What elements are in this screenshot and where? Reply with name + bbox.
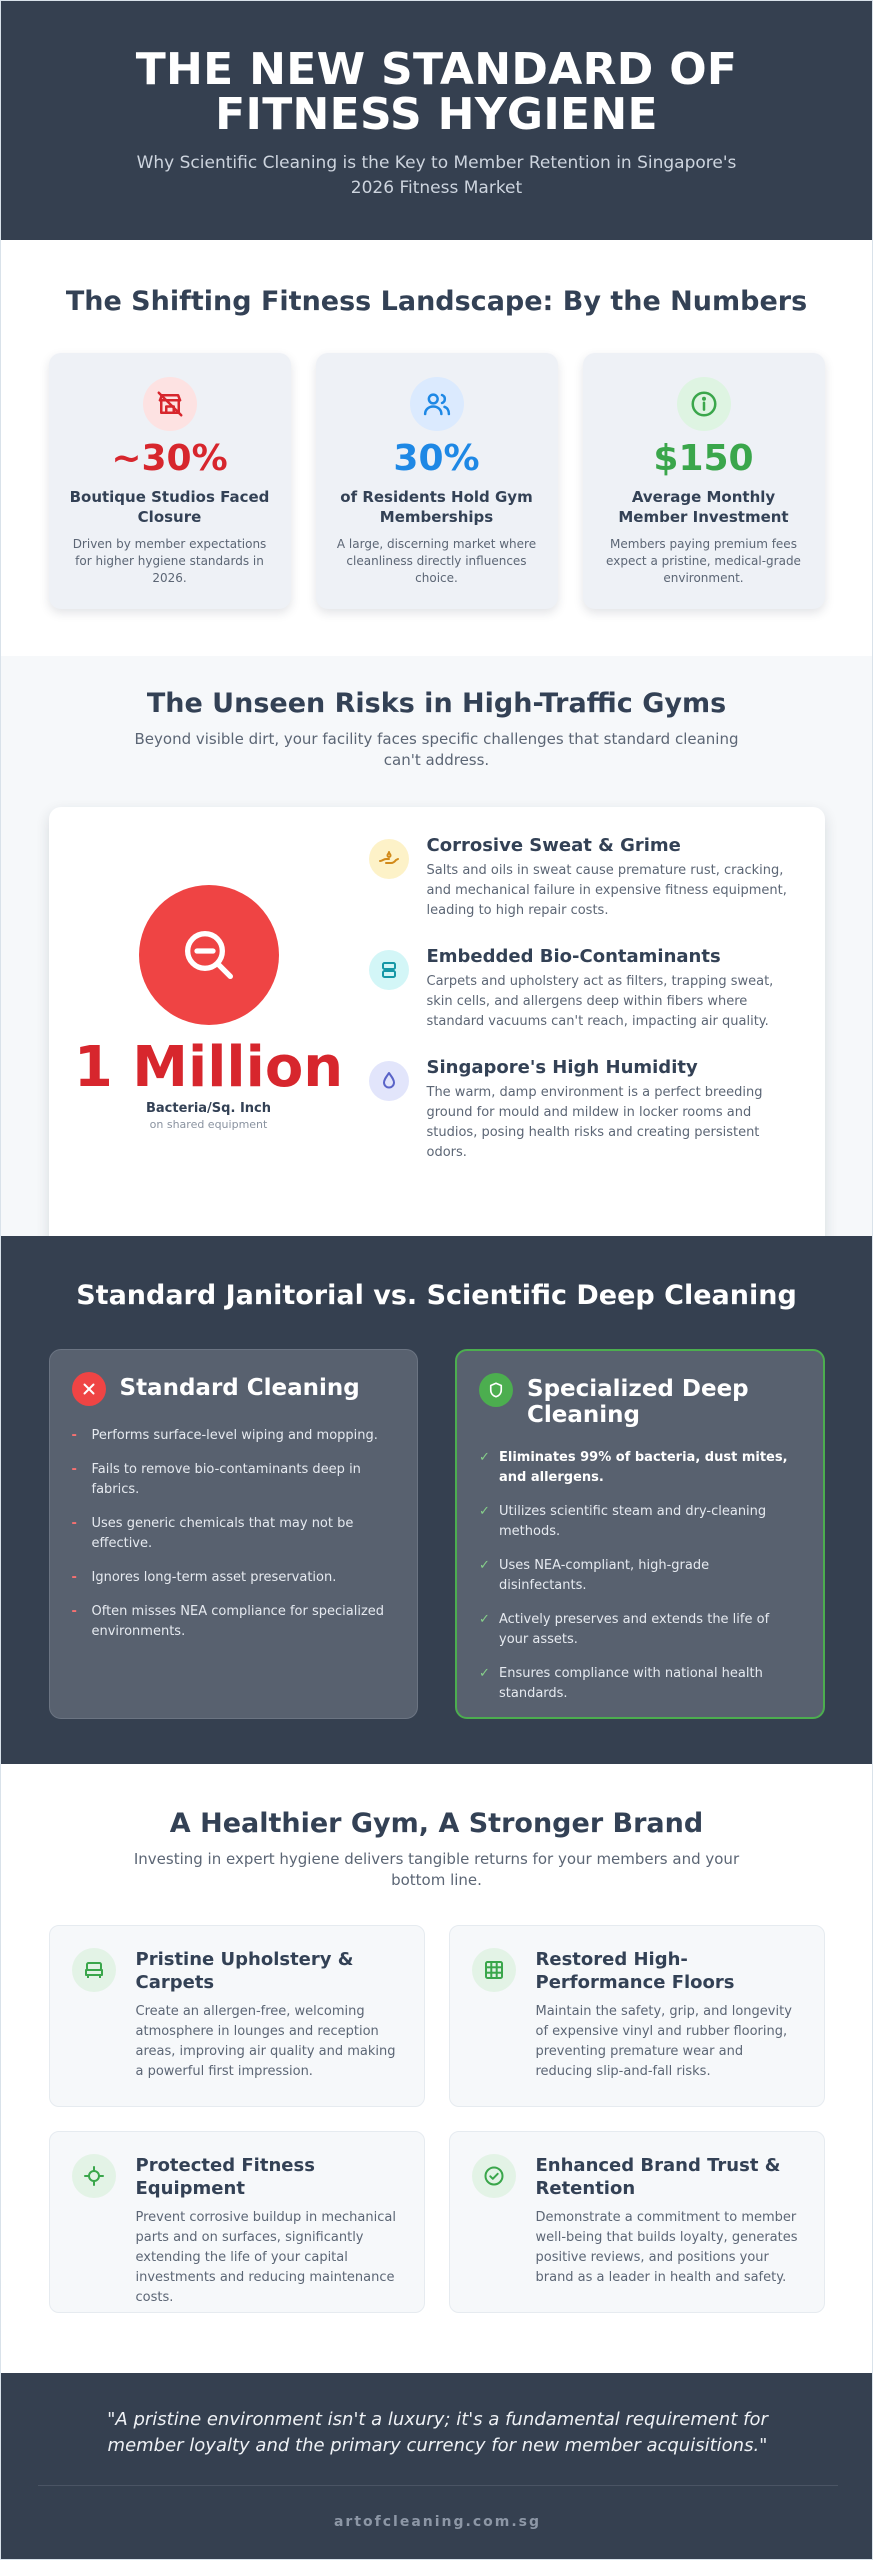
shield-icon [479, 1373, 513, 1407]
check-circle-icon [472, 2154, 516, 2198]
couch-icon [72, 1948, 116, 1992]
deep-cleaning-list [479, 1448, 801, 1704]
benefits-grid [49, 1925, 825, 2313]
list-item [72, 1602, 396, 1642]
benefit-title: Protected Fitness Equipment [135, 2155, 315, 2199]
dumbbell-icon [72, 2154, 116, 2198]
droplet-icon [369, 1061, 409, 1101]
bacteria-unit: Bacteria/Sq. Inch [146, 1101, 271, 1116]
stat-card [49, 353, 291, 609]
check-marker: ✓ [479, 1504, 490, 1519]
landscape-title: The Shifting Fitness Landscape: By the Numbers [65, 286, 808, 317]
stat-value: ~30% [111, 438, 228, 479]
benefit-title: Pristine Upholstery & Carpets [135, 1949, 354, 1993]
stat-description: Driven by member expectations for higher hygiene standards in 2026. [72, 537, 267, 585]
minus-marker: - [71, 1570, 77, 1585]
risk-item [369, 946, 809, 1057]
benefit-card [449, 2131, 825, 2313]
list-item [479, 1502, 801, 1542]
list-item-text: Often misses NEA compliance for specialized environments. [91, 1604, 385, 1639]
list-item [479, 1556, 801, 1596]
store-closed-icon [143, 377, 197, 431]
benefits-section [1, 1764, 872, 2373]
benefit-description: Demonstrate a commitment to member well-being that builds loyalty, generates positive reviews, and positions your brand as a leader in health and safety. [535, 2210, 798, 2285]
stat-description: Members paying premium fees expect a pristine, medical-grade environment. [606, 537, 801, 585]
benefit-card [449, 1925, 825, 2107]
users-icon [410, 377, 464, 431]
standard-cleaning-list [72, 1426, 396, 1642]
risk-description: The warm, damp environment is a perfect breeding ground for mould and mildew in locker rooms and studios, posing health risks and creating persistent odors. [426, 1085, 763, 1160]
info-icon [677, 377, 731, 431]
risk-title: Embedded Bio-Contaminants [426, 946, 721, 967]
list-item [479, 1448, 801, 1488]
benefit-description: Maintain the safety, grip, and longevity of expensive vinyl and rubber flooring, preventing premature wear and reducing slip-and-fall risks. [535, 2004, 792, 2079]
risk-description: Carpets and upholstery act as filters, trapping sweat, skin cells, and allergens deep within fibers where standard vacuums can't reach, impacting air quality. [426, 974, 774, 1029]
list-item-text: Fails to remove bio-contaminants deep in fabrics. [91, 1462, 361, 1497]
list-item-text: Performs surface-level wiping and mopping. [91, 1428, 378, 1443]
stat-label: Boutique Studios Faced Closure [69, 488, 270, 526]
bacteria-count: 1 Million [73, 1035, 344, 1100]
deep-cleaning-card [455, 1349, 825, 1719]
list-item-text: Eliminates 99% of bacteria, dust mites, and allergens. [499, 1450, 788, 1485]
zoom-out-icon [139, 885, 279, 1025]
stat-card [583, 353, 825, 609]
benefit-title: Enhanced Brand Trust & Retention [535, 2155, 781, 2199]
check-marker: ✓ [479, 1666, 490, 1681]
comparison-section [1, 1236, 872, 1764]
minus-marker: - [71, 1462, 77, 1477]
list-item [479, 1610, 801, 1650]
grid-icon [472, 1948, 516, 1992]
stat-value: 30% [393, 438, 480, 479]
footer [1, 2373, 873, 2560]
risk-list [369, 807, 809, 1252]
hero-banner [1, 1, 872, 240]
x-icon [72, 1372, 106, 1406]
standard-cleaning-card [49, 1349, 419, 1719]
footer-divider [38, 2485, 838, 2486]
benefit-description: Create an allergen-free, welcoming atmosphere in lounges and reception areas, improving air quality and making a powerful first impression. [135, 2004, 396, 2079]
benefits-subtitle: Investing in expert hygiene delivers tangible returns for your members and your bottom line. [133, 1850, 740, 1889]
stats-row [49, 353, 825, 609]
check-marker: ✓ [479, 1612, 490, 1627]
page-title: THE NEW STANDARD OF FITNESS HYGIENE [135, 44, 738, 140]
list-item-text: Utilizes scientific steam and dry-cleaning methods. [499, 1504, 767, 1539]
stat-card [316, 353, 558, 609]
list-item-text: Ignores long-term asset preservation. [91, 1570, 337, 1585]
list-item [72, 1460, 396, 1500]
list-item-text: Ensures compliance with national health standards. [499, 1666, 763, 1701]
list-item [72, 1514, 396, 1554]
benefit-card [49, 2131, 425, 2313]
list-item [72, 1426, 396, 1446]
risk-item [369, 1057, 809, 1168]
list-item-text: Uses NEA-compliant, high-grade disinfectants. [499, 1558, 710, 1593]
standard-cleaning-title: Standard Cleaning [119, 1375, 360, 1401]
benefit-description: Prevent corrosive buildup in mechanical parts and on surfaces, significantly extending the life of your capital investments and reducing maintenance costs. [135, 2210, 396, 2305]
stat-label: of Residents Hold Gym Memberships [340, 488, 533, 526]
risks-subtitle: Beyond visible dirt, your facility faces specific challenges that standard cleaning can't address. [134, 730, 739, 769]
stat-value: $150 [653, 438, 754, 479]
deep-cleaning-title: Specialized Deep Cleaning [527, 1376, 749, 1428]
list-item-text: Uses generic chemicals that may not be effective. [91, 1516, 354, 1551]
minus-marker: - [71, 1428, 77, 1443]
risks-title: The Unseen Risks in High-Traffic Gyms [146, 688, 727, 719]
comparison-cards [49, 1349, 825, 1719]
risks-section [1, 656, 872, 1236]
stat-label: Average Monthly Member Investment [618, 488, 789, 526]
landscape-section [1, 240, 872, 656]
risks-card [49, 807, 825, 1252]
check-marker: ✓ [479, 1558, 490, 1573]
footer-quote: "A pristine environment isn't a luxury; it's a fundamental requirement for member loyalty and the primary currency for new member acquisitions." [107, 2409, 768, 2456]
stat-description: A large, discerning market where cleanliness directly influences choice. [336, 537, 537, 585]
footer-website: artofcleaning.com.sg [333, 2514, 542, 2530]
list-item [72, 1568, 396, 1588]
benefit-card [49, 1925, 425, 2107]
comparison-title: Standard Janitorial vs. Scientific Deep Cleaning [76, 1280, 797, 1311]
check-marker: ✓ [479, 1450, 490, 1465]
risk-title: Singapore's High Humidity [426, 1057, 698, 1078]
bacteria-context: on shared equipment [149, 1118, 268, 1131]
minus-marker: - [71, 1516, 77, 1531]
risk-item [369, 835, 809, 946]
list-item-text: Actively preserves and extends the life of your assets. [499, 1612, 770, 1647]
bacteria-highlight [49, 807, 369, 1252]
sweat-icon [369, 839, 409, 879]
risk-description: Salts and oils in sweat cause premature rust, cracking, and mechanical failure in expensive fitness equipment, leading to high repair costs. [426, 863, 787, 918]
benefits-title: A Healthier Gym, A Stronger Brand [169, 1808, 704, 1839]
risk-title: Corrosive Sweat & Grime [426, 835, 681, 856]
minus-marker: - [71, 1604, 77, 1619]
page-subtitle: Why Scientific Cleaning is the Key to Member Retention in Singapore's 2026 Fitness Market [136, 153, 737, 198]
list-item [479, 1664, 801, 1704]
benefit-title: Restored High-Performance Floors [535, 1949, 735, 1993]
layers-icon [369, 950, 409, 990]
